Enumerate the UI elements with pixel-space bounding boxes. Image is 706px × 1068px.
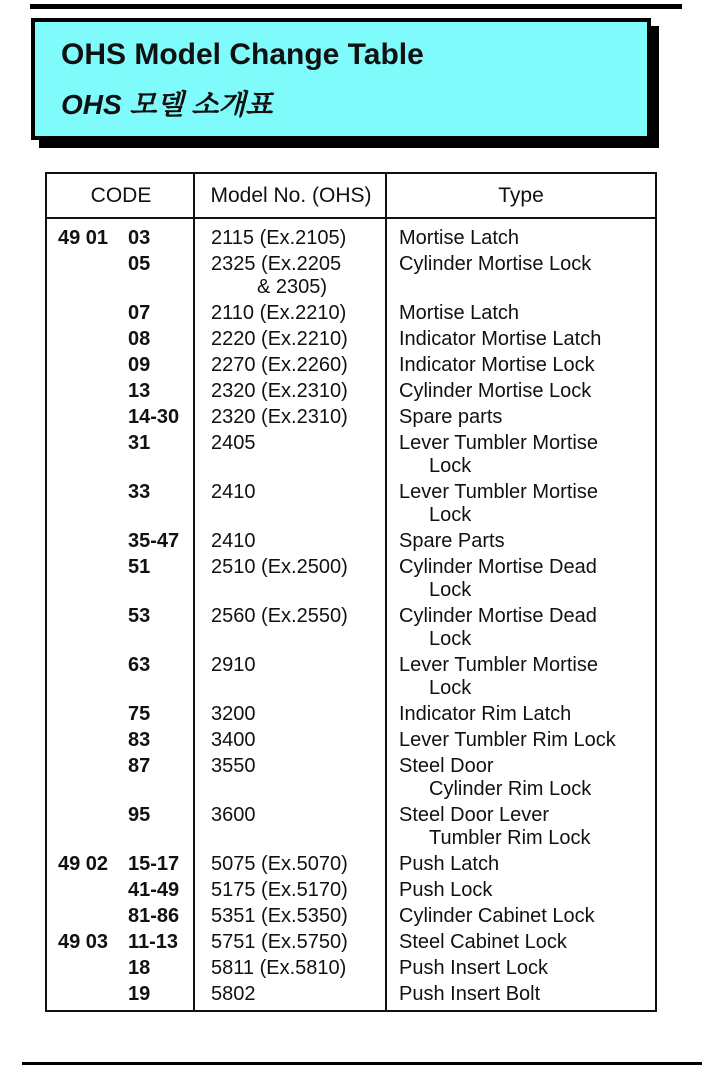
code-cell (47, 853, 195, 876)
column-divider-2 (385, 174, 387, 1010)
code-cell (47, 302, 195, 325)
table-row (47, 556, 655, 602)
model-cell (195, 853, 387, 876)
model-cell (195, 983, 387, 1006)
type-cell (387, 253, 655, 299)
code-num: 15-17 (128, 853, 180, 875)
model-cell (195, 931, 387, 954)
table-row (47, 530, 655, 553)
code-cell (47, 481, 195, 527)
code-cell (47, 328, 195, 351)
type-cell (387, 729, 655, 752)
top-page-rule (30, 4, 682, 9)
table-row (47, 957, 655, 980)
type-line: Steel Door Lever (399, 804, 550, 826)
model-cell (195, 406, 387, 429)
type-cell (387, 328, 655, 351)
code-cell (47, 804, 195, 850)
type-line: Cylinder Mortise Dead (399, 556, 597, 578)
code-num: 35-47 (128, 530, 180, 552)
type-cell (387, 931, 655, 954)
type-cell (387, 654, 655, 700)
code-group (58, 905, 128, 928)
table-row (47, 931, 655, 954)
type-line: Lock (429, 677, 472, 699)
code-cell (47, 605, 195, 651)
code-group: 49 01 (58, 227, 109, 249)
code-group (58, 703, 128, 726)
model-cell (195, 605, 387, 651)
table-row (47, 354, 655, 377)
type-line: Lever Tumbler Mortise (399, 481, 598, 503)
model-cell (195, 530, 387, 553)
code-num: 14-30 (128, 406, 180, 428)
type-cell (387, 853, 655, 876)
type-line: Tumbler Rim Lock (429, 827, 591, 849)
code-group (58, 432, 128, 478)
type-line: Spare Parts (399, 530, 505, 552)
code-cell (47, 253, 195, 299)
code-cell (47, 983, 195, 1006)
model-cell (195, 302, 387, 325)
code-group (58, 328, 128, 351)
type-line: Lock (429, 628, 472, 650)
code-group (58, 605, 128, 651)
type-cell (387, 354, 655, 377)
model-line: 2410 (211, 530, 256, 552)
code-group (58, 481, 128, 527)
model-line: 2410 (211, 481, 256, 503)
page-title: OHS Model Change Table (61, 38, 424, 71)
type-line: Lock (429, 504, 472, 526)
code-num: 53 (128, 605, 151, 627)
code-cell (47, 227, 195, 250)
bottom-page-rule (22, 1062, 702, 1065)
model-cell (195, 227, 387, 250)
code-cell (47, 957, 195, 980)
code-num: 19 (128, 983, 151, 1005)
code-num: 31 (128, 432, 151, 454)
column-divider-1 (193, 174, 195, 1010)
code-num: 95 (128, 804, 151, 826)
type-line: Lock (429, 455, 472, 477)
type-line: Mortise Latch (399, 227, 520, 249)
code-num: 18 (128, 957, 151, 979)
model-line: 5351 (Ex.5350) (211, 905, 348, 927)
type-line: Push Lock (399, 879, 493, 901)
type-cell (387, 957, 655, 980)
model-line: & 2305) (257, 276, 328, 298)
type-line: Steel Cabinet Lock (399, 931, 567, 953)
type-line: Lever Tumbler Mortise (399, 654, 598, 676)
code-num: 63 (128, 654, 151, 676)
type-cell (387, 556, 655, 602)
type-line: Indicator Mortise Latch (399, 328, 602, 350)
type-line: Indicator Mortise Lock (399, 354, 595, 376)
model-line: 5751 (Ex.5750) (211, 931, 348, 953)
table-row (47, 406, 655, 429)
model-cell (195, 481, 387, 527)
model-line: 2320 (Ex.2310) (211, 406, 348, 428)
type-cell (387, 481, 655, 527)
model-line: 2560 (Ex.2550) (211, 605, 348, 627)
type-cell (387, 406, 655, 429)
type-cell (387, 983, 655, 1006)
model-cell (195, 879, 387, 902)
code-group (58, 253, 128, 299)
code-group (58, 879, 128, 902)
model-line: 2325 (Ex.2205 (211, 253, 342, 275)
model-line: 3550 (211, 755, 256, 777)
type-cell (387, 804, 655, 850)
model-line: 2910 (211, 654, 256, 676)
type-line: Cylinder Rim Lock (429, 778, 592, 800)
code-num: 13 (128, 380, 151, 402)
model-line: 2320 (Ex.2310) (211, 380, 348, 402)
code-group: 49 03 (58, 931, 109, 953)
code-num: 08 (128, 328, 151, 350)
model-cell (195, 556, 387, 602)
model-cell (195, 905, 387, 928)
type-line: Indicator Rim Latch (399, 703, 572, 725)
table-row (47, 879, 655, 902)
code-cell (47, 703, 195, 726)
type-cell (387, 302, 655, 325)
type-line: Push Latch (399, 853, 500, 875)
model-cell (195, 328, 387, 351)
code-cell (47, 905, 195, 928)
table-row (47, 302, 655, 325)
type-cell (387, 905, 655, 928)
model-line: 2110 (Ex.2210) (211, 302, 347, 324)
type-cell (387, 530, 655, 553)
code-group (58, 804, 128, 850)
code-num: 11-13 (128, 931, 179, 953)
code-cell (47, 931, 195, 954)
type-line: Push Insert Bolt (399, 983, 541, 1005)
type-line: Spare parts (399, 406, 503, 428)
header-cell-model: Model No. (OHS) (210, 183, 372, 207)
code-cell (47, 556, 195, 602)
model-cell (195, 804, 387, 850)
code-group (58, 729, 128, 752)
header-cell-code: CODE (90, 183, 152, 207)
code-group (58, 654, 128, 700)
model-cell (195, 380, 387, 403)
type-line: Steel Door (399, 755, 494, 777)
model-cell (195, 703, 387, 726)
code-group (58, 957, 128, 980)
code-num: 75 (128, 703, 151, 725)
type-cell (387, 380, 655, 403)
table-row (47, 729, 655, 752)
type-line: Cylinder Cabinet Lock (399, 905, 595, 927)
code-group (58, 530, 128, 553)
type-cell (387, 879, 655, 902)
type-line: Lever Tumbler Rim Lock (399, 729, 616, 751)
code-group (58, 755, 128, 801)
table-row (47, 380, 655, 403)
model-cell (195, 432, 387, 478)
code-num: 33 (128, 481, 151, 503)
code-cell (47, 354, 195, 377)
code-cell (47, 729, 195, 752)
table-row (47, 253, 655, 299)
code-group (58, 556, 128, 602)
model-line: 3600 (211, 804, 256, 826)
code-group (58, 406, 128, 429)
header-cell-type: Type (498, 183, 544, 207)
code-cell (47, 530, 195, 553)
table-row (47, 755, 655, 801)
table-row (47, 481, 655, 527)
model-line: 5075 (Ex.5070) (211, 853, 348, 875)
model-cell (195, 354, 387, 377)
type-cell (387, 755, 655, 801)
model-line: 2405 (211, 432, 256, 454)
table-row (47, 804, 655, 850)
code-group (58, 983, 128, 1006)
code-group (58, 354, 128, 377)
type-line: Lock (429, 579, 472, 601)
type-line: Cylinder Mortise Dead (399, 605, 597, 627)
table-row (47, 328, 655, 351)
code-num: 41-49 (128, 879, 180, 901)
code-num: 87 (128, 755, 151, 777)
type-line: Cylinder Mortise Lock (399, 253, 592, 275)
model-line: 3200 (211, 703, 256, 725)
code-num: 07 (128, 302, 151, 324)
type-cell (387, 432, 655, 478)
model-line: 5175 (Ex.5170) (211, 879, 348, 901)
code-group (58, 302, 128, 325)
table-row (47, 227, 655, 250)
code-num: 51 (128, 556, 151, 578)
table-row (47, 605, 655, 651)
code-cell (47, 879, 195, 902)
code-num: 83 (128, 729, 151, 751)
type-cell (387, 605, 655, 651)
model-line: 2510 (Ex.2500) (211, 556, 348, 578)
table-row (47, 983, 655, 1006)
table-row (47, 703, 655, 726)
type-cell (387, 227, 655, 250)
code-group (58, 380, 128, 403)
table-row (47, 853, 655, 876)
code-cell (47, 406, 195, 429)
model-cell (195, 957, 387, 980)
title-box (31, 18, 651, 140)
code-num: 03 (128, 227, 151, 249)
model-change-table (45, 172, 657, 1012)
model-line: 5811 (Ex.5810) (211, 957, 347, 979)
table-row (47, 654, 655, 700)
model-line: 3400 (211, 729, 256, 751)
code-cell (47, 432, 195, 478)
type-line: Cylinder Mortise Lock (399, 380, 592, 402)
code-num: 05 (128, 253, 151, 275)
type-line: Mortise Latch (399, 302, 520, 324)
model-line: 2270 (Ex.2260) (211, 354, 348, 376)
type-cell (387, 703, 655, 726)
model-cell (195, 729, 387, 752)
model-line: 2115 (Ex.2105) (211, 227, 347, 249)
type-line: Push Insert Lock (399, 957, 548, 979)
code-num: 81-86 (128, 905, 180, 927)
model-cell (195, 755, 387, 801)
model-cell (195, 253, 387, 299)
code-num: 09 (128, 354, 151, 376)
model-cell (195, 654, 387, 700)
code-cell (47, 654, 195, 700)
table-body (47, 219, 655, 1006)
table-row (47, 432, 655, 478)
model-line: 5802 (211, 983, 256, 1005)
model-line: 2220 (Ex.2210) (211, 328, 348, 350)
code-cell (47, 755, 195, 801)
code-group: 49 02 (58, 853, 109, 875)
code-cell (47, 380, 195, 403)
type-line: Lever Tumbler Mortise (399, 432, 598, 454)
page-subtitle: OHS 모델 소개표 (61, 89, 273, 120)
table-header-row (47, 174, 655, 219)
table-row (47, 905, 655, 928)
